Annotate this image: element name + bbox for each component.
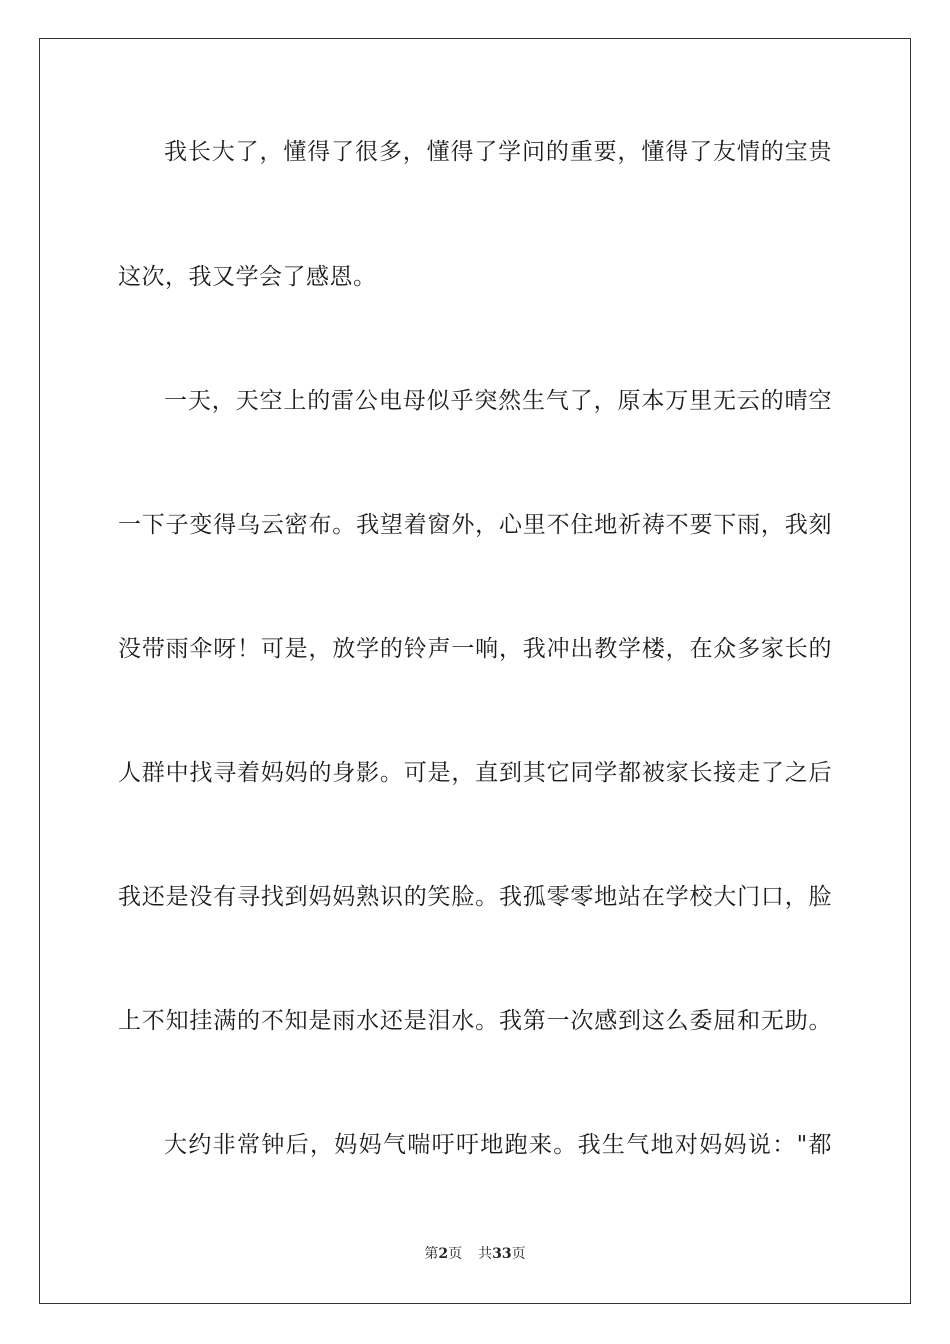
page-suffix: 页	[448, 1246, 463, 1262]
total-suffix: 页	[511, 1246, 526, 1262]
page-border	[39, 38, 911, 1304]
total-pages: 33	[492, 1246, 512, 1262]
text-line-3: 一天，天空上的雷公电母似乎突然生气了，原本万里无云的晴空	[164, 388, 832, 414]
text-line-5: 没带雨伞呀！可是，放学的铃声一响，我冲出教学楼，在众多家长的	[118, 636, 832, 662]
total-prefix: 共	[478, 1246, 493, 1262]
text-line-7: 我还是没有寻找到妈妈熟识的笑脸。我孤零零地站在学校大门口，脸	[118, 884, 832, 910]
page-number: 2	[438, 1246, 449, 1262]
text-line-9: 大约非常钟后，妈妈气喘吁吁地跑来。我生气地对妈妈说："都	[164, 1132, 832, 1158]
page-footer	[0, 1245, 950, 1263]
text-line-1: 我长大了，懂得了很多，懂得了学问的重要，懂得了友情的宝贵	[164, 139, 832, 165]
text-line-6: 人群中找寻着妈妈的身影。可是，直到其它同学都被家长接走了之后	[118, 760, 832, 786]
text-line-8: 上不知挂满的不知是雨水还是泪水。我第一次感到这么委屈和无助。	[118, 1008, 832, 1034]
text-line-4: 一下子变得乌云密布。我望着窗外，心里不住地祈祷不要下雨，我刻	[118, 512, 832, 538]
page-prefix: 第	[424, 1246, 439, 1262]
text-line-2: 这次，我又学会了感恩。	[118, 264, 377, 290]
